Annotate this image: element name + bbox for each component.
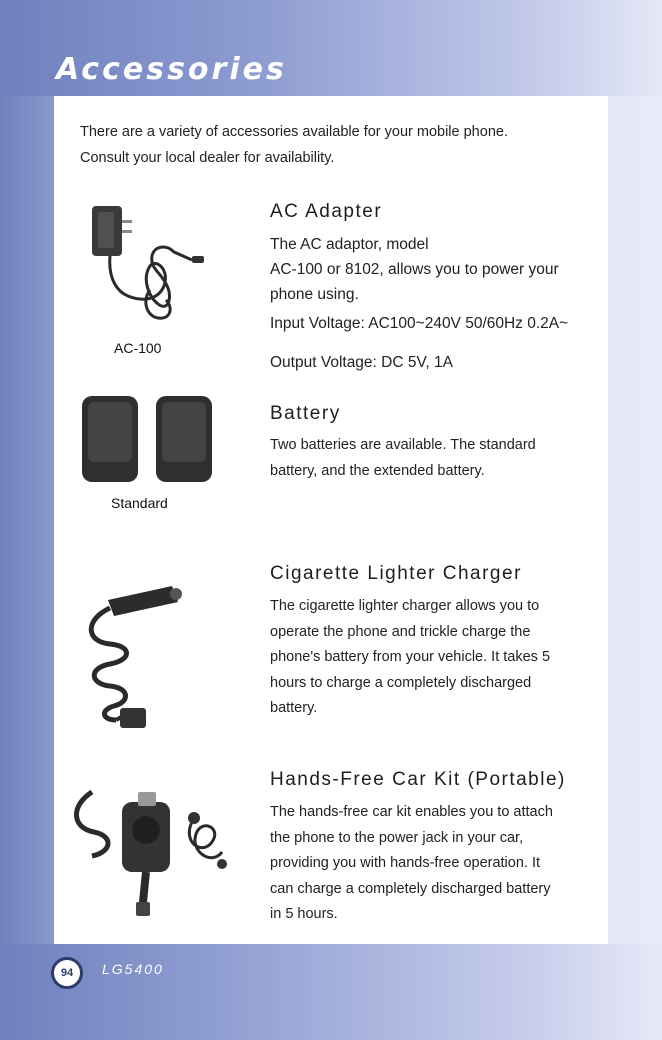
battery-caption: Standard bbox=[111, 495, 168, 511]
battery-line: Two batteries are available. The standard bbox=[270, 437, 536, 453]
ac-adapter-image bbox=[88, 200, 218, 330]
ac-adapter-body bbox=[270, 232, 568, 336]
ac-adapter-caption: AC-100 bbox=[114, 340, 162, 356]
handsfree-kit-line: providing you with hands-free operation. It bbox=[270, 855, 541, 871]
battery-image bbox=[80, 392, 214, 488]
handsfree-kit-image bbox=[62, 782, 242, 922]
battery-title: Battery bbox=[270, 403, 341, 424]
intro-line: There are a variety of accessories available for your mobile phone. bbox=[80, 124, 508, 140]
ac-adapter-line: The AC adaptor, model bbox=[270, 236, 429, 253]
ac-adapter-line: AC-100 or 8102, allows you to power your bbox=[270, 261, 559, 278]
intro-line: Consult your local dealer for availability. bbox=[80, 150, 335, 166]
cigarette-charger-image bbox=[80, 580, 200, 740]
page-title: Accessories bbox=[56, 52, 287, 87]
battery-body bbox=[270, 433, 536, 484]
handsfree-kit-line: in 5 hours. bbox=[270, 906, 338, 922]
handsfree-kit-title: Hands-Free Car Kit (Portable) bbox=[270, 769, 566, 790]
cigarette-charger-line: battery. bbox=[270, 700, 318, 716]
intro-text bbox=[80, 119, 600, 171]
page-number: 94 bbox=[51, 957, 83, 989]
cigarette-charger-line: phone's battery from your vehicle. It takes 5 bbox=[270, 649, 551, 665]
cigarette-charger-line: hours to charge a completely discharged bbox=[270, 674, 532, 691]
handsfree-kit-line: the phone to the power jack in your car, bbox=[270, 829, 524, 846]
battery-line: battery, and the extended battery. bbox=[270, 462, 485, 479]
footer-band bbox=[0, 944, 662, 1040]
cigarette-charger-body bbox=[270, 594, 550, 722]
cigarette-charger-line: The cigarette lighter charger allows you to bbox=[270, 598, 540, 614]
ac-adapter-output: Output Voltage: DC 5V, 1A bbox=[270, 354, 453, 371]
handsfree-kit-line: can charge a completely discharged battery bbox=[270, 880, 551, 897]
ac-adapter-line: phone using. bbox=[270, 286, 359, 303]
ac-adapter-title: AC Adapter bbox=[270, 201, 383, 222]
handsfree-kit-line: The hands-free car kit enables you to attach bbox=[270, 804, 553, 820]
model-name: LG5400 bbox=[102, 961, 164, 977]
ac-adapter-line: Input Voltage: AC100~240V 50/60Hz 0.2A~ bbox=[270, 315, 569, 332]
cigarette-charger-line: operate the phone and trickle charge the bbox=[270, 623, 531, 640]
handsfree-kit-body bbox=[270, 800, 553, 928]
cigarette-charger-title: Cigarette Lighter Charger bbox=[270, 563, 522, 584]
